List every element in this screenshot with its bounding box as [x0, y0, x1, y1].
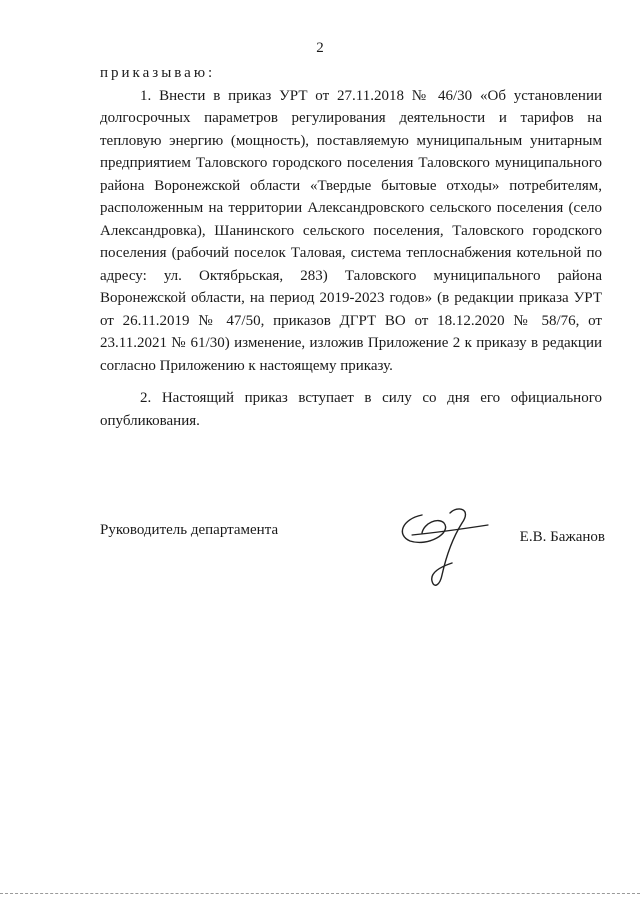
handwritten-signature	[392, 505, 492, 595]
paragraph-2: 2. Настоящий приказ вступает в силу со дня его официального опубликования.	[100, 390, 602, 429]
paragraph-1: 1. Внести в приказ УРТ от 27.11.2018 № 46/30 «Об установлении долгосрочных параметров регулирования деятельности и тарифов на тепловую энергию (мощность), поставляемую муниципальным унитарным предприятием Таловского городского поселения Таловского муниципального района Воронежской области «Твердые бытовые отходы» потребителям, расположенным на территории Александровского сельского поселения (село Александровка), Шанинского сельского поселения, Таловского городского поселения (рабочий поселок Таловая, система теплоснабжения котельной по адресу: ул. Октябрьская, 283) Таловского муниципального района Воронежской области, на период 2019-2023 годов» (в редакции приказа УРТ от 26.11.2019 № 47/50, приказов ДГРТ ВО от 18.12.2020 № 58/76, от 23.11.2021 № 61/30) изменение, изложив Приложение 2 к приказу в редакции согласно Приложению к настоящему приказу.	[100, 87, 602, 374]
bottom-divider	[0, 893, 640, 894]
page-number: 2	[316, 40, 324, 56]
document-body	[100, 62, 602, 432]
signature-block	[100, 505, 605, 595]
order-word: приказываю:	[100, 65, 216, 81]
signatory-name: Е.В. Бажанов	[519, 529, 605, 545]
signatory-position: Руководитель департамента	[100, 522, 279, 538]
